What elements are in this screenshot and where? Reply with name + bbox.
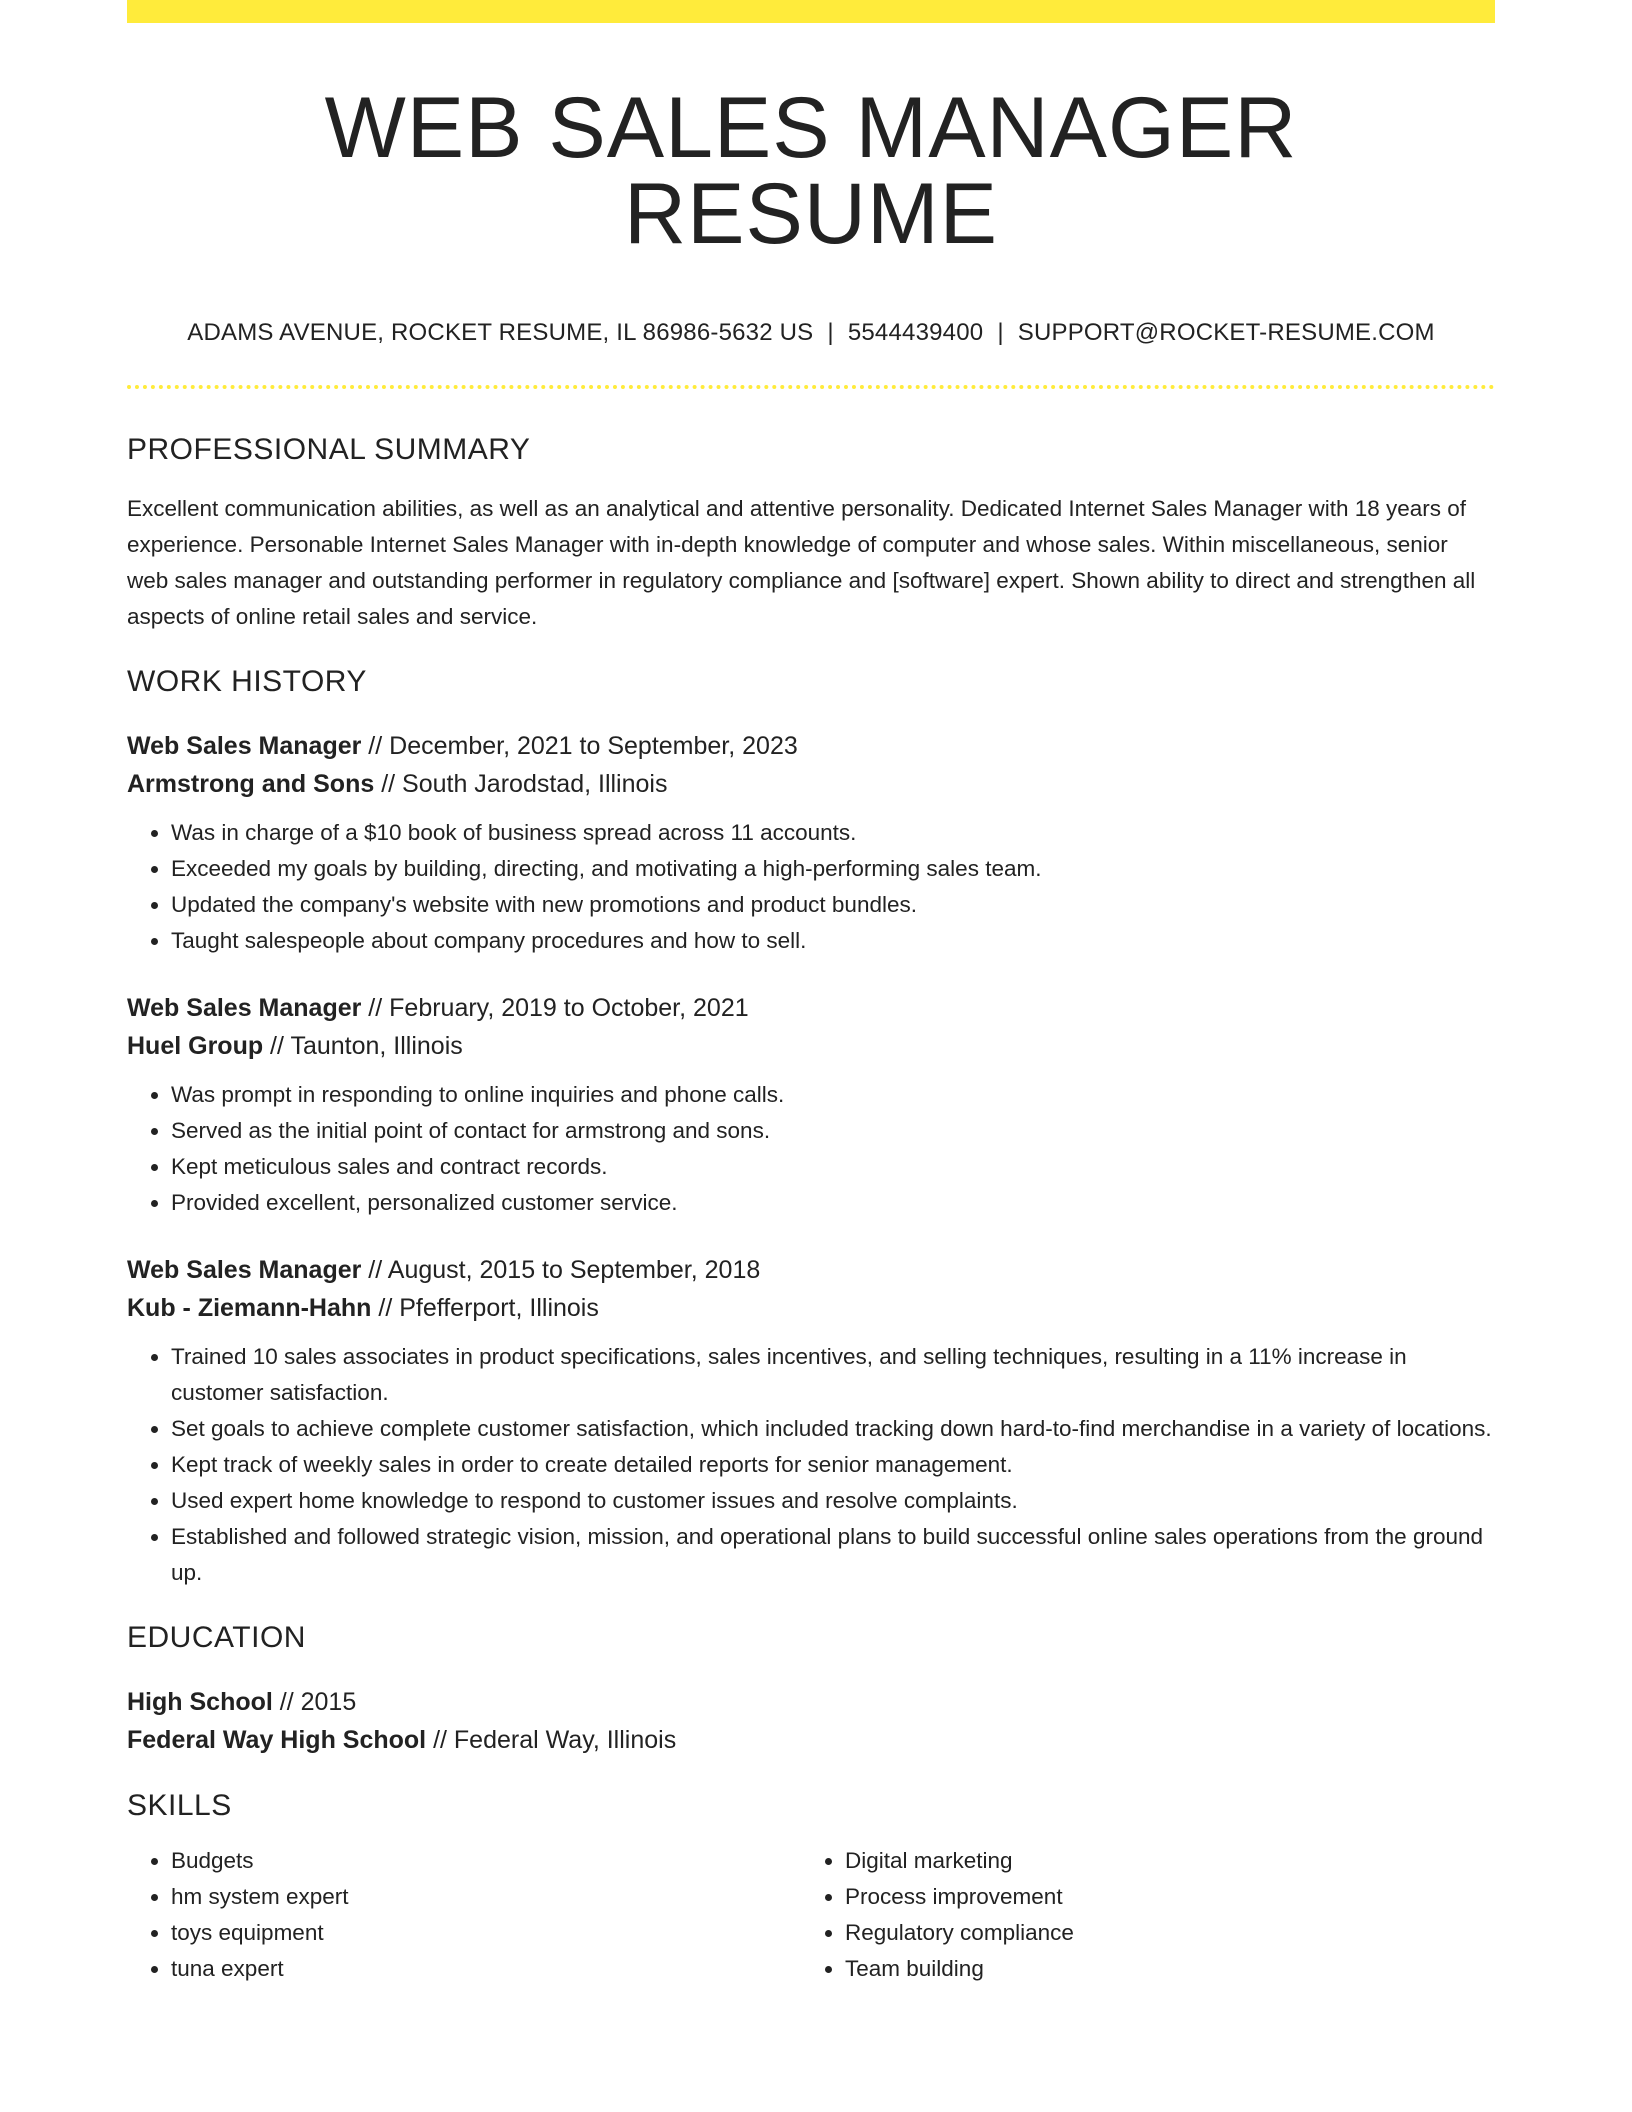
skill-item: • Team building: [845, 1951, 1475, 1987]
job-bullet: • Updated the company's website with new promotions and product bundles.: [171, 887, 1495, 923]
job-entry: [127, 989, 1495, 1221]
job-entry: [127, 727, 1495, 959]
education-location: // Federal Way, Illinois: [426, 1726, 677, 1754]
job-bullets: [127, 1339, 1495, 1591]
job-bullet: • Used expert home knowledge to respond to customer issues and resolve complaints.: [171, 1483, 1495, 1519]
skill-item: • Budgets: [171, 1843, 801, 1879]
job-location: // South Jarodstad, Illinois: [374, 770, 668, 798]
education-year: // 2015: [272, 1688, 357, 1716]
job-bullets: [127, 1077, 1495, 1221]
job-role: Web Sales Manager: [127, 1256, 362, 1284]
contact-separator: |: [827, 319, 834, 346]
skills-list: [127, 1843, 1495, 1987]
job-bullet: • Established and followed strategic vision, mission, and operational plans to build successful online sales operations from the ground up.: [171, 1519, 1495, 1591]
job-bullet: • Was in charge of a $10 book of business spread across 11 accounts.: [171, 815, 1495, 851]
job-bullet: • Set goals to achieve complete customer satisfaction, which included tracking down hard-to-find merchandise in a variety of locations.: [171, 1411, 1495, 1447]
job-location: // Pfefferport, Illinois: [371, 1294, 599, 1322]
job-bullet: • Exceeded my goals by building, directing, and motivating a high-performing sales team.: [171, 851, 1495, 887]
skill-item: • hm system expert: [171, 1879, 801, 1915]
accent-bar: [127, 0, 1495, 23]
education-school: Federal Way High School: [127, 1726, 427, 1754]
skill-item: • tuna expert: [171, 1951, 801, 1987]
skill-item: • Process improvement: [845, 1879, 1475, 1915]
job-company: Armstrong and Sons: [127, 770, 375, 798]
skill-item: • Regulatory compliance: [845, 1915, 1475, 1951]
job-dates: // August, 2015 to September, 2018: [361, 1256, 761, 1284]
job-bullet: • Kept meticulous sales and contract records.: [171, 1149, 1495, 1185]
job-bullet: • Was prompt in responding to online inquiries and phone calls.: [171, 1077, 1495, 1113]
job-bullet: • Taught salespeople about company procedures and how to sell.: [171, 923, 1495, 959]
summary-heading: PROFESSIONAL SUMMARY: [127, 433, 531, 466]
contact-separator: |: [997, 319, 1004, 346]
education-heading: EDUCATION: [127, 1621, 306, 1654]
contact-address: ADAMS AVENUE, ROCKET RESUME, IL 86986-5632 US: [187, 319, 814, 346]
job-bullet: • Kept track of weekly sales in order to create detailed reports for senior management.: [171, 1447, 1495, 1483]
resume-page: [127, 0, 1495, 1987]
skill-item: • Digital marketing: [845, 1843, 1475, 1879]
job-bullets: [127, 815, 1495, 959]
job-bullet: • Trained 10 sales associates in product specifications, sales incentives, and selling techniques, resulting in a 11% increase in customer satisfaction.: [171, 1339, 1495, 1411]
skills-column-right: [801, 1843, 1475, 1987]
skills-heading: SKILLS: [127, 1789, 232, 1822]
job-dates: // February, 2019 to October, 2021: [361, 994, 749, 1022]
job-entry: [127, 1251, 1495, 1591]
job-role: Web Sales Manager: [127, 732, 362, 760]
job-dates: // December, 2021 to September, 2023: [361, 732, 798, 760]
work-history-heading: WORK HISTORY: [127, 665, 367, 698]
job-role: Web Sales Manager: [127, 994, 362, 1022]
education-degree: High School: [127, 1688, 273, 1716]
job-bullet: • Served as the initial point of contact for armstrong and sons.: [171, 1113, 1495, 1149]
job-company: Huel Group: [127, 1032, 264, 1060]
work-history-list: [127, 727, 1495, 1591]
contact-phone: 5544439400: [847, 319, 984, 346]
skill-item: • toys equipment: [171, 1915, 801, 1951]
job-company: Kub - Ziemann-Hahn: [127, 1294, 372, 1322]
contact-email: SUPPORT@ROCKET-RESUME.COM: [1017, 319, 1435, 346]
education-entry: [127, 1683, 1495, 1759]
dotted-divider: [127, 385, 1495, 389]
job-location: // Taunton, Illinois: [263, 1032, 463, 1060]
job-bullet: • Provided excellent, personalized customer service.: [171, 1185, 1495, 1221]
skills-column-left: [127, 1843, 801, 1987]
summary-text: Excellent communication abilities, as well as an analytical and attentive personality. Dedicated Internet Sales Manager with 18 years of experience. Personable Internet Sales Manager with in-depth knowledge of computer and whose sales. Within miscellaneous, senior web sales manager and outstanding performer in regulatory compliance and [software] expert. Shown ability to direct and strengthen all aspects of online retail sales and service.: [127, 496, 1476, 629]
contact-line: [127, 319, 1495, 347]
resume-title: WEB SALES MANAGER RESUME: [324, 80, 1298, 262]
